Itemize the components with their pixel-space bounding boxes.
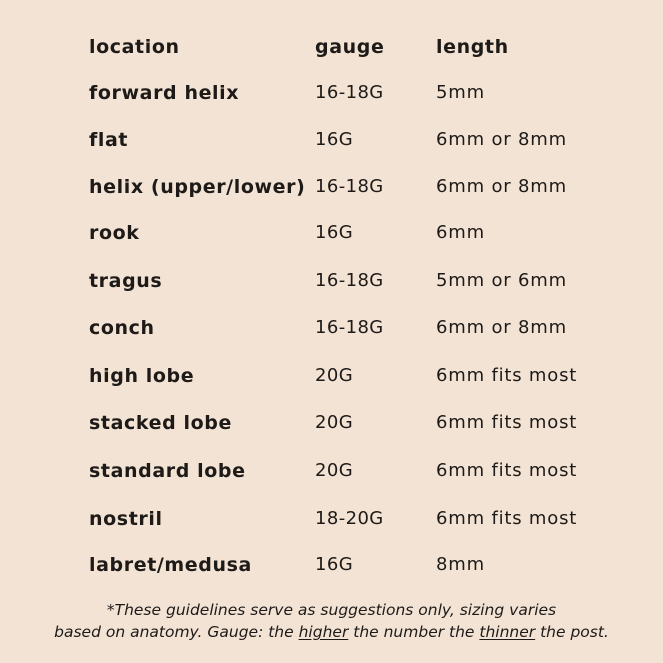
- row-length: 8mm: [436, 554, 485, 575]
- row-gauge: 16-18G: [315, 317, 384, 338]
- footnote-text: based on anatomy. Gauge: the: [54, 623, 299, 641]
- footnote-text: the post.: [535, 623, 609, 641]
- table-row: [0, 456, 663, 486]
- row-location: conch: [89, 317, 155, 339]
- row-gauge: 20G: [315, 365, 354, 386]
- row-gauge: 16-18G: [315, 270, 384, 291]
- row-location: standard lobe: [89, 460, 246, 482]
- row-gauge: 16G: [315, 554, 354, 575]
- table-row: [0, 78, 663, 108]
- row-length: 6mm: [436, 222, 485, 243]
- row-length: 5mm: [436, 82, 485, 103]
- row-location: tragus: [89, 270, 163, 292]
- table-row: [0, 172, 663, 202]
- table-row: [0, 550, 663, 580]
- row-length: 6mm fits most: [436, 460, 578, 481]
- table-header: [0, 32, 663, 62]
- table-row: [0, 218, 663, 248]
- row-location: nostril: [89, 508, 163, 530]
- row-length: 6mm or 8mm: [436, 176, 567, 197]
- header-length: length: [436, 36, 509, 58]
- footnote-line-1: *These guidelines serve as suggestions only, sizing varies: [106, 601, 557, 619]
- row-location: flat: [89, 129, 129, 151]
- row-location: rook: [89, 222, 140, 244]
- row-length: 6mm or 8mm: [436, 129, 567, 150]
- table-row: [0, 313, 663, 343]
- row-location: helix (upper/lower): [89, 176, 306, 198]
- row-length: 5mm or 6mm: [436, 270, 567, 291]
- footnote-emphasis-higher: higher: [298, 623, 349, 641]
- row-gauge: 16G: [315, 129, 354, 150]
- table-row: [0, 125, 663, 155]
- table-row: [0, 266, 663, 296]
- row-gauge: 16-18G: [315, 176, 384, 197]
- row-gauge: 20G: [315, 412, 354, 433]
- row-gauge: 16G: [315, 222, 354, 243]
- table-row: [0, 408, 663, 438]
- row-length: 6mm fits most: [436, 412, 578, 433]
- row-gauge: 16-18G: [315, 82, 384, 103]
- header-location: location: [89, 36, 180, 58]
- row-location: stacked lobe: [89, 412, 232, 434]
- table-row: [0, 361, 663, 391]
- row-length: 6mm fits most: [436, 365, 578, 386]
- footnote-emphasis-thinner: thinner: [479, 623, 536, 641]
- row-length: 6mm or 8mm: [436, 317, 567, 338]
- row-gauge: 20G: [315, 460, 354, 481]
- row-location: forward helix: [89, 82, 240, 104]
- footnote-text: the number the: [348, 623, 480, 641]
- footnote-line-2: [0, 621, 663, 643]
- row-gauge: 18-20G: [315, 508, 384, 529]
- header-gauge: gauge: [315, 36, 385, 58]
- row-location: high lobe: [89, 365, 195, 387]
- footnote: [0, 599, 663, 643]
- table-row: [0, 504, 663, 534]
- row-location: labret/medusa: [89, 554, 252, 576]
- row-length: 6mm fits most: [436, 508, 578, 529]
